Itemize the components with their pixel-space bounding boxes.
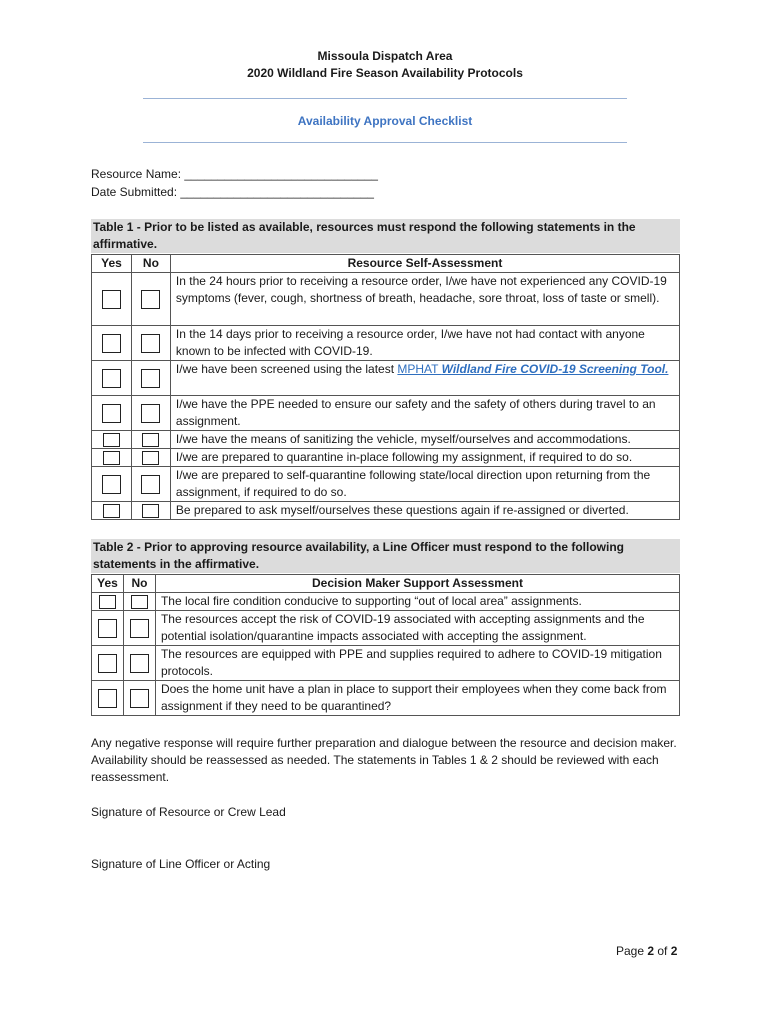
no-checkbox[interactable] (130, 619, 149, 638)
table-row (92, 646, 680, 681)
col-no: No (123, 575, 155, 593)
instructions-paragraph: Any negative response will require further preparation and dialogue between the resource and decision maker. Availability should be reassessed as needed. The statements in Tables 1 & 2 should be reviewed with each reassessment. (91, 736, 677, 784)
table-row (92, 502, 680, 520)
statement-text: Be prepared to ask myself/ourselves these questions again if re-assigned or diverted. (170, 502, 679, 520)
signature-officer-label: Signature of Line Officer or Acting (91, 857, 271, 871)
table-row (92, 361, 680, 396)
yes-checkbox[interactable] (102, 290, 121, 309)
statement-text: In the 14 days prior to receiving a resource order, I/we have not had contact with anyone known to be infected with COVID-19. (170, 326, 679, 361)
no-checkbox[interactable] (141, 334, 160, 353)
page-number: Page 2 of 2 (616, 944, 678, 958)
no-checkbox[interactable] (142, 504, 159, 518)
no-checkbox[interactable] (131, 595, 148, 609)
yes-checkbox[interactable] (99, 595, 116, 609)
statement-text: I/we have the means of sanitizing the vehicle, myself/ourselves and accommodations. (170, 431, 679, 449)
table1 (91, 254, 680, 520)
table2-header-row (92, 575, 680, 593)
yes-checkbox[interactable] (98, 619, 117, 638)
table-row (92, 431, 680, 449)
col-no: No (131, 255, 170, 273)
statement-prefix: I/we have been screened using the latest (175, 362, 398, 376)
table-row (92, 396, 680, 431)
table-row (92, 273, 680, 326)
divider (143, 98, 627, 99)
no-checkbox[interactable] (141, 404, 160, 423)
screening-tool-link[interactable]: MPHAT Wildland Fire COVID-19 Screening Tool. (397, 362, 669, 376)
yes-checkbox[interactable] (103, 504, 120, 518)
no-checkbox[interactable] (141, 475, 160, 494)
no-checkbox[interactable] (130, 654, 149, 673)
no-checkbox[interactable] (141, 369, 160, 388)
no-checkbox[interactable] (130, 689, 149, 708)
yes-checkbox[interactable] (102, 475, 121, 494)
col-yes: Yes (92, 255, 132, 273)
document-title: Missoula Dispatch Area (317, 49, 453, 63)
yes-checkbox[interactable] (103, 433, 120, 447)
date-submitted-field[interactable]: Date Submitted: _____________________________ (91, 185, 374, 199)
col-yes: Yes (92, 575, 124, 593)
statement-text: I/we have the PPE needed to ensure our safety and the safety of others during travel to an assignment. (170, 396, 679, 431)
table1-caption: Table 1 - Prior to be listed as available, resources must respond the following statements in the affirmative. (91, 219, 680, 253)
col-decision-maker-support-assessment: Decision Maker Support Assessment (155, 575, 679, 593)
statement-text: The resources are equipped with PPE and supplies required to adhere to COVID-19 mitigation protocols. (155, 646, 679, 681)
statement-text: The resources accept the risk of COVID-19 associated with accepting assignments and the potential isolation/quarantine impacts associated with accepting the assignment. (155, 611, 679, 646)
no-checkbox[interactable] (142, 433, 159, 447)
table2-caption: Table 2 - Prior to approving resource availability, a Line Officer must respond to the following statements in the affirmative. (91, 539, 680, 573)
statement-text (170, 361, 679, 396)
table1-header-row (92, 255, 680, 273)
checklist-title: Availability Approval Checklist (297, 114, 473, 128)
statement-text: The local fire condition conducive to supporting “out of local area” assignments. (155, 593, 679, 611)
signature-resource-label: Signature of Resource or Crew Lead (91, 805, 286, 819)
yes-checkbox[interactable] (102, 404, 121, 423)
yes-checkbox[interactable] (102, 369, 121, 388)
statement-text: I/we are prepared to self-quarantine following state/local direction upon returning from the assignment, if required to do so. (170, 467, 679, 502)
table-row (92, 326, 680, 361)
resource-name-field[interactable]: Resource Name: _____________________________ (91, 167, 378, 181)
yes-checkbox[interactable] (98, 654, 117, 673)
statement-text: Does the home unit have a plan in place to support their employees when they come back from assignment if they need to be quarantined? (155, 681, 679, 716)
divider (143, 142, 627, 143)
document-subtitle: 2020 Wildland Fire Season Availability Protocols (247, 66, 523, 80)
col-resource-self-assessment: Resource Self-Assessment (170, 255, 679, 273)
table-row (92, 467, 680, 502)
yes-checkbox[interactable] (98, 689, 117, 708)
yes-checkbox[interactable] (103, 451, 120, 465)
no-checkbox[interactable] (142, 451, 159, 465)
table-row (92, 449, 680, 467)
statement-text: I/we are prepared to quarantine in-place following my assignment, if required to do so. (170, 449, 679, 467)
statement-text: In the 24 hours prior to receiving a resource order, I/we have not experienced any COVID-19 symptoms (fever, cough, shortness of breath, headache, sore throat, loss of taste or smell). (170, 273, 679, 326)
table-row (92, 611, 680, 646)
table2 (91, 574, 680, 716)
table-row (92, 681, 680, 716)
table-row (92, 593, 680, 611)
no-checkbox[interactable] (141, 290, 160, 309)
yes-checkbox[interactable] (102, 334, 121, 353)
